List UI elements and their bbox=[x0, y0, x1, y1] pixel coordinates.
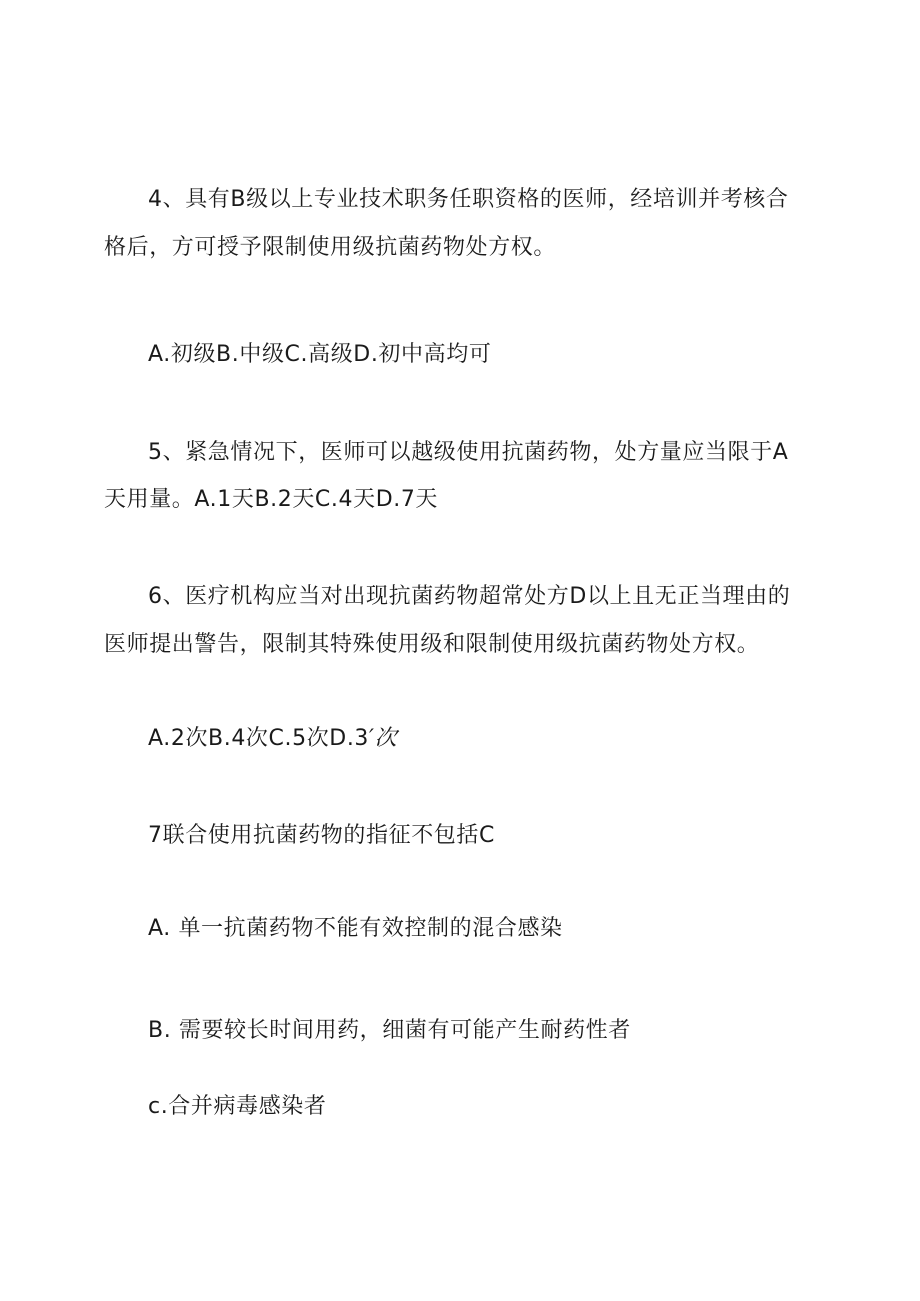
question-4-line-2: 格后，方可授予限制使用级抗菌药物处方权。 bbox=[104, 235, 557, 260]
question-6-options-main: A.2次B.4次C.5次D.3 bbox=[148, 726, 370, 751]
question-5-line-1: 5、紧急情况下，医师可以越级使用抗菌药物，处方量应当限于A bbox=[148, 440, 789, 465]
question-7-stem: 7联合使用抗菌药物的指征不包括C bbox=[148, 823, 495, 848]
question-7-option-a: A. 单一抗菌药物不能有效控制的混合感染 bbox=[148, 916, 563, 941]
question-6-options-tail: ′次 bbox=[369, 726, 398, 751]
question-6-options bbox=[148, 725, 397, 753]
question-5-line-2: 天用量。A.1天B.2天C.4天D.7天 bbox=[104, 487, 439, 512]
question-7-option-c: c.合并病毒感染者 bbox=[148, 1094, 327, 1119]
question-4-line-1: 4、具有B级以上专业技术职务任职资格的医师，经培训并考核合 bbox=[148, 187, 789, 212]
question-4-options: A.初级B.中级C.高级D.初中高均可 bbox=[148, 342, 492, 367]
question-6-line-1: 6、医疗机构应当对出现抗菌药物超常处方D以上且无正当理由的 bbox=[148, 584, 791, 609]
question-6-line-2: 医师提出警告，限制其特殊使用级和限制使用级抗菌药物处方权。 bbox=[104, 632, 760, 657]
question-7-option-b: B. 需要较长时间用药，细菌有可能产生耐药性者 bbox=[148, 1018, 631, 1043]
